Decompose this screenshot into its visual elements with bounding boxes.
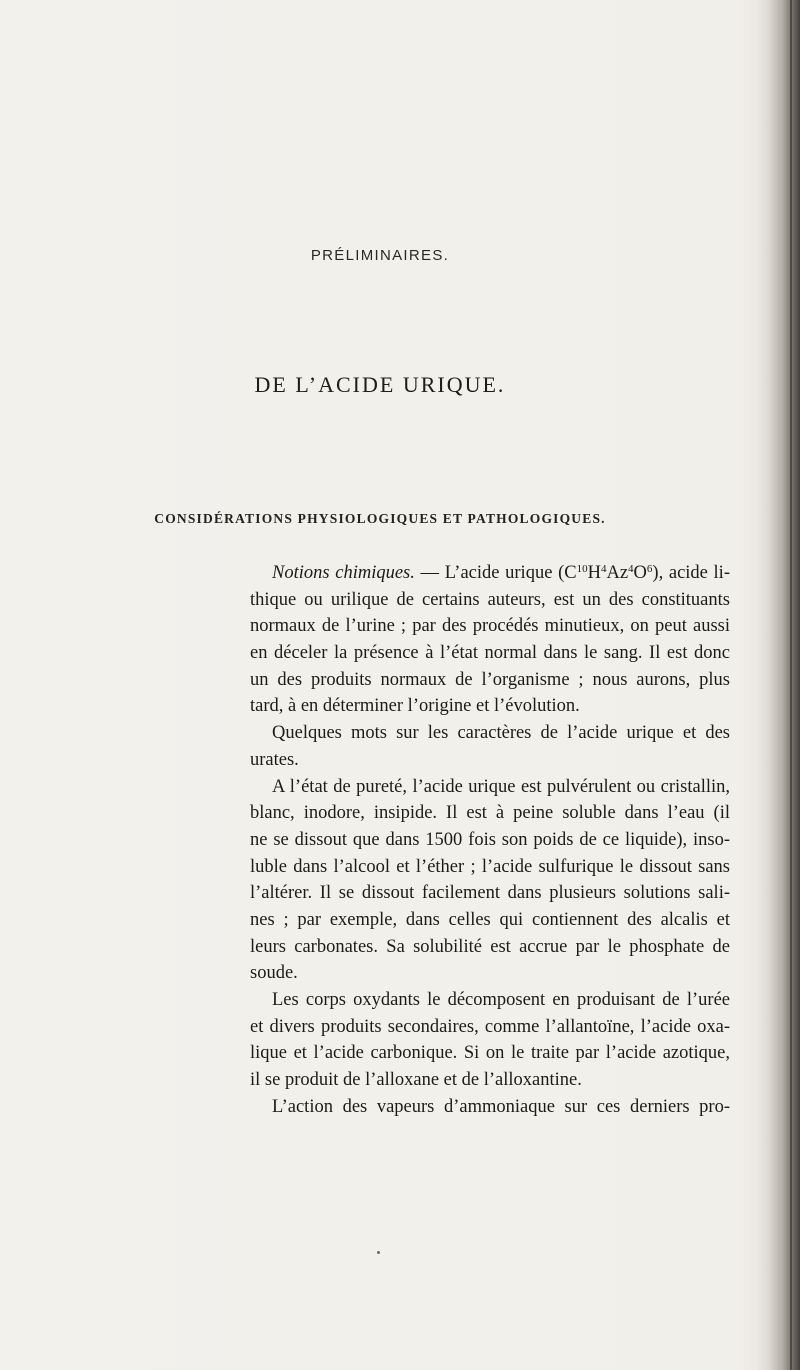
- text-line: ne se dissout que dans 1500 fois son poids de ce liquide), inso-: [250, 829, 730, 850]
- text-line: lique et l’acide carbonique. Si on le traite par l’acide azotique,: [250, 1043, 730, 1064]
- text-span: H: [587, 563, 601, 583]
- superscript: 10: [576, 563, 588, 575]
- paragraph-label: Notions chimiques.: [272, 563, 415, 583]
- text-line: urates.: [250, 749, 299, 770]
- text-line: L’action des vapeurs d’ammoniaque sur ces derniers pro-: [272, 1096, 730, 1117]
- superscript: 4: [628, 563, 634, 575]
- text-line: tard, à en déterminer l’origine et l’évolution.: [250, 696, 580, 717]
- text-span: ), acide li-: [652, 563, 730, 583]
- text-line: en déceler la présence à l’état normal dans le sang. Il est donc: [250, 643, 730, 664]
- text-span: Az: [606, 563, 629, 583]
- superscript: 6: [646, 563, 653, 575]
- chapter-title: DE L’ACIDE URIQUE.: [254, 372, 506, 397]
- text-line: soude.: [250, 963, 298, 984]
- page-edge-line: [790, 0, 792, 1370]
- text-span: — L’acide urique (C: [414, 563, 577, 583]
- text-line: Quelques mots sur les caractères de l’acide urique et des: [272, 723, 730, 744]
- text-line: l’altérer. Il se dissout facilement dans plusieurs solutions sali-: [250, 883, 730, 904]
- text-line: leurs carbonates. Sa solubilité est accrue par le phosphate de: [250, 936, 730, 957]
- text-span: O: [633, 563, 647, 583]
- text-line: et divers produits secondaires, comme l’allantoïne, l’acide oxa-: [250, 1016, 730, 1037]
- section-title: CONSIDÉRATIONS PHYSIOLOGIQUES ET PATHOLOGIQUES.: [154, 511, 606, 526]
- superscript: 4: [600, 563, 607, 575]
- text-line: nes ; par exemple, dans celles qui contiennent des alcalis et: [250, 909, 730, 930]
- text-line: luble dans l’alcool et l’éther ; l’acide sulfurique le dissout sans: [250, 856, 730, 877]
- text-line: A l’état de pureté, l’acide urique est pulvérulent ou cristallin,: [272, 776, 730, 797]
- text-line: normaux de l’urine ; par des procédés minutieux, on peut aussi: [250, 616, 730, 637]
- page-edge-shadow: [756, 0, 800, 1370]
- text-line: il se produit de l’alloxane et de l’alloxantine.: [250, 1070, 582, 1091]
- body-text: [250, 560, 730, 1120]
- text-line: [250, 560, 730, 587]
- ink-speck: [377, 1251, 380, 1254]
- text-line: Les corps oxydants le décomposent en produisant de l’urée: [272, 990, 730, 1010]
- text-line: un des produits normaux de l’organisme ; nous aurons, plus: [250, 669, 730, 690]
- running-head: PRÉLIMINAIRES.: [310, 247, 450, 264]
- text-line: thique ou urilique de certains auteurs, est un des constituants: [250, 589, 730, 610]
- text-line: blanc, inodore, insipide. Il est à peine soluble dans l’eau (il: [250, 803, 730, 824]
